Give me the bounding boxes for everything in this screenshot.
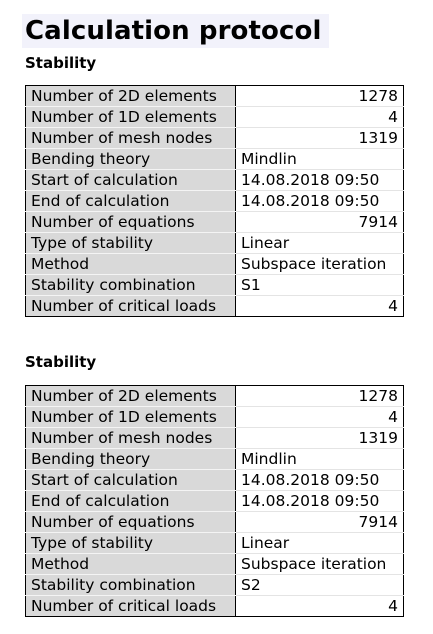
table-row xyxy=(26,86,404,107)
row-label: Bending theory xyxy=(26,149,236,170)
row-label: Number of equations xyxy=(26,212,236,233)
row-value: Subspace iteration xyxy=(236,254,404,275)
table-row xyxy=(26,191,404,212)
row-label: Number of 1D elements xyxy=(26,407,236,428)
row-label: Type of stability xyxy=(26,233,236,254)
row-value: Mindlin xyxy=(236,449,404,470)
table-row xyxy=(26,533,404,554)
row-value: 4 xyxy=(236,407,404,428)
row-value: 14.08.2018 09:50 xyxy=(236,191,404,212)
row-label: Number of mesh nodes xyxy=(26,128,236,149)
row-label: Stability combination xyxy=(26,275,236,296)
table-row xyxy=(26,296,404,317)
row-label: Method xyxy=(26,254,236,275)
row-label: Number of equations xyxy=(26,512,236,533)
table-row xyxy=(26,386,404,407)
table-row xyxy=(26,596,404,617)
row-value: 14.08.2018 09:50 xyxy=(236,491,404,512)
row-value: 4 xyxy=(236,296,404,317)
row-value: 7914 xyxy=(236,212,404,233)
row-value: 1278 xyxy=(236,386,404,407)
row-label: Number of 2D elements xyxy=(26,386,236,407)
table-row xyxy=(26,428,404,449)
row-label: Number of 1D elements xyxy=(26,107,236,128)
row-value: 1319 xyxy=(236,128,404,149)
row-value: 4 xyxy=(236,107,404,128)
table-row xyxy=(26,491,404,512)
row-value: S1 xyxy=(236,275,404,296)
table-row xyxy=(26,407,404,428)
row-value: Linear xyxy=(236,533,404,554)
row-value: Linear xyxy=(236,233,404,254)
row-label: Start of calculation xyxy=(26,170,236,191)
row-label: Method xyxy=(26,554,236,575)
table-row xyxy=(26,575,404,596)
table-row xyxy=(26,275,404,296)
row-label: Start of calculation xyxy=(26,470,236,491)
section-heading: Stability xyxy=(25,54,97,72)
stability-table-1 xyxy=(25,85,404,317)
row-label: Number of mesh nodes xyxy=(26,428,236,449)
table-row xyxy=(26,449,404,470)
row-value: 1319 xyxy=(236,428,404,449)
table-row xyxy=(26,170,404,191)
section-heading: Stability xyxy=(25,353,97,371)
row-value: S2 xyxy=(236,575,404,596)
table-row xyxy=(26,470,404,491)
table-row xyxy=(26,212,404,233)
row-label: End of calculation xyxy=(26,191,236,212)
table-row xyxy=(26,107,404,128)
row-value: Mindlin xyxy=(236,149,404,170)
table-row xyxy=(26,128,404,149)
table-row xyxy=(26,512,404,533)
row-value: 14.08.2018 09:50 xyxy=(236,470,404,491)
row-label: Number of critical loads xyxy=(26,296,236,317)
row-value: 1278 xyxy=(236,86,404,107)
table-row xyxy=(26,254,404,275)
row-value: 7914 xyxy=(236,512,404,533)
row-label: End of calculation xyxy=(26,491,236,512)
table-row xyxy=(26,233,404,254)
row-label: Stability combination xyxy=(26,575,236,596)
row-label: Number of critical loads xyxy=(26,596,236,617)
stability-table-2 xyxy=(25,385,404,617)
row-value: 4 xyxy=(236,596,404,617)
row-label: Bending theory xyxy=(26,449,236,470)
row-label: Number of 2D elements xyxy=(26,86,236,107)
row-label: Type of stability xyxy=(26,533,236,554)
page-title: Calculation protocol xyxy=(22,14,329,48)
table-row xyxy=(26,149,404,170)
row-value: Subspace iteration xyxy=(236,554,404,575)
row-value: 14.08.2018 09:50 xyxy=(236,170,404,191)
table-row xyxy=(26,554,404,575)
